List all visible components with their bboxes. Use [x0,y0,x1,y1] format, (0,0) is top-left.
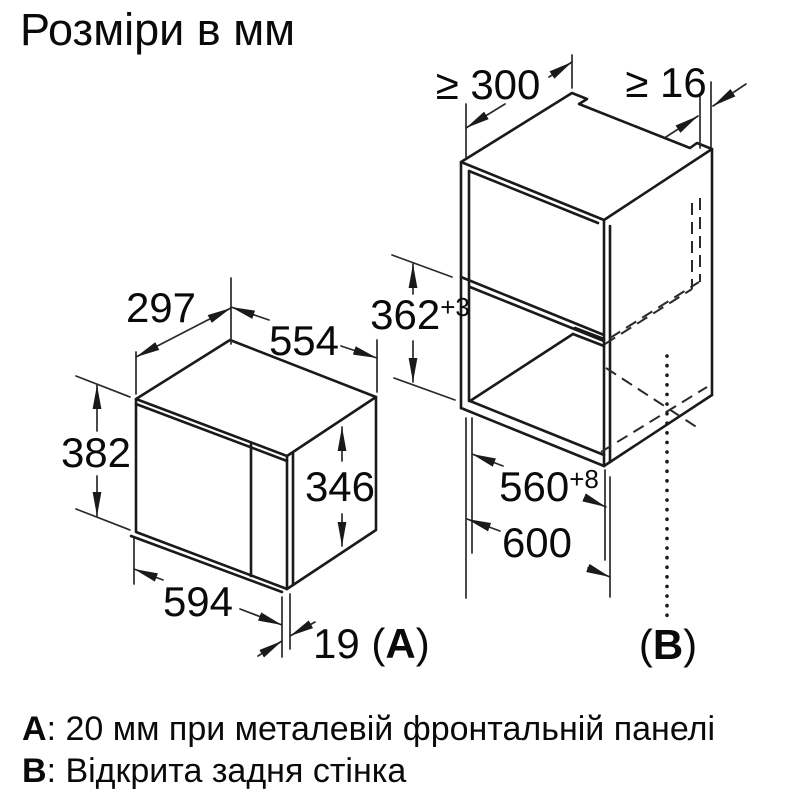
page-title: Розміри в мм [20,4,296,55]
dim-line [231,307,269,320]
dim-niche-height-362 [370,255,470,400]
dim-label-top-clearance: ≥ 300 [435,61,541,108]
cab-inner-top-line [469,171,598,223]
dim-door-offset-19A [258,594,430,667]
cab-top-face [461,93,712,220]
hidden-floor-back [606,368,698,428]
dim-label-wall-thickness: ≥ 16 [625,59,707,106]
dim-wall-thickness-16 [625,59,746,148]
dim-line [588,568,610,577]
dim-label-door-offset: 19 (A) [313,620,430,667]
dim-label-depth: 297 [125,284,197,331]
niche-floor-left-edge [470,334,573,401]
dim-line [590,500,606,507]
cabinet-drawing [370,55,746,668]
hidden-ceiling-back [605,289,692,344]
mw-door-top-line [136,404,287,461]
legend-line-a: A: 20 мм при металевій фронтальній панелі [22,710,715,748]
cabinet-body-edges [461,93,712,466]
legend [22,710,715,790]
hidden-panel-bottom [601,387,707,452]
cab-panel-bottom-edge [461,277,604,335]
cab-bottom-right-edge [604,395,712,466]
dim-line [549,62,572,77]
dim-label-cabinet-width: 600 [501,519,573,566]
dim-front-width-594 [134,538,282,625]
leader-line [258,641,282,656]
ext-line [76,376,130,397]
mw-top-face [136,340,376,456]
cabinet-hidden-edges [601,198,707,452]
dim-label-front-width: 594 [162,578,234,625]
dim-side-height-346 [305,427,375,546]
dim-line [341,346,377,358]
open-back-reference [639,356,697,668]
legend-line-b: B: Відкрита задня стінка [22,752,407,790]
ext-line [76,509,130,530]
dim-line [240,609,282,625]
dim-label-niche-width: $560^{+8}$ [499,463,599,510]
dim-height-382 [61,376,131,530]
leader-line [713,84,746,106]
leader-line [290,622,315,636]
niche-opening-top [470,287,604,341]
dim-depth-297 [126,278,231,394]
ext-line [392,255,452,277]
dim-label-height: 382 [60,429,132,476]
dim-line [134,569,163,580]
dim-label-width: 554 [268,317,340,364]
dim-label-niche-height: $362^{+3}$ [370,291,470,338]
ext-line [394,378,455,400]
dim-label-side-height: 346 [304,463,376,510]
hidden-ceiling-back [610,282,699,338]
leader-line [666,116,698,137]
niche-opening-bottom [470,401,604,455]
ref-label-b: (B) [638,621,698,668]
